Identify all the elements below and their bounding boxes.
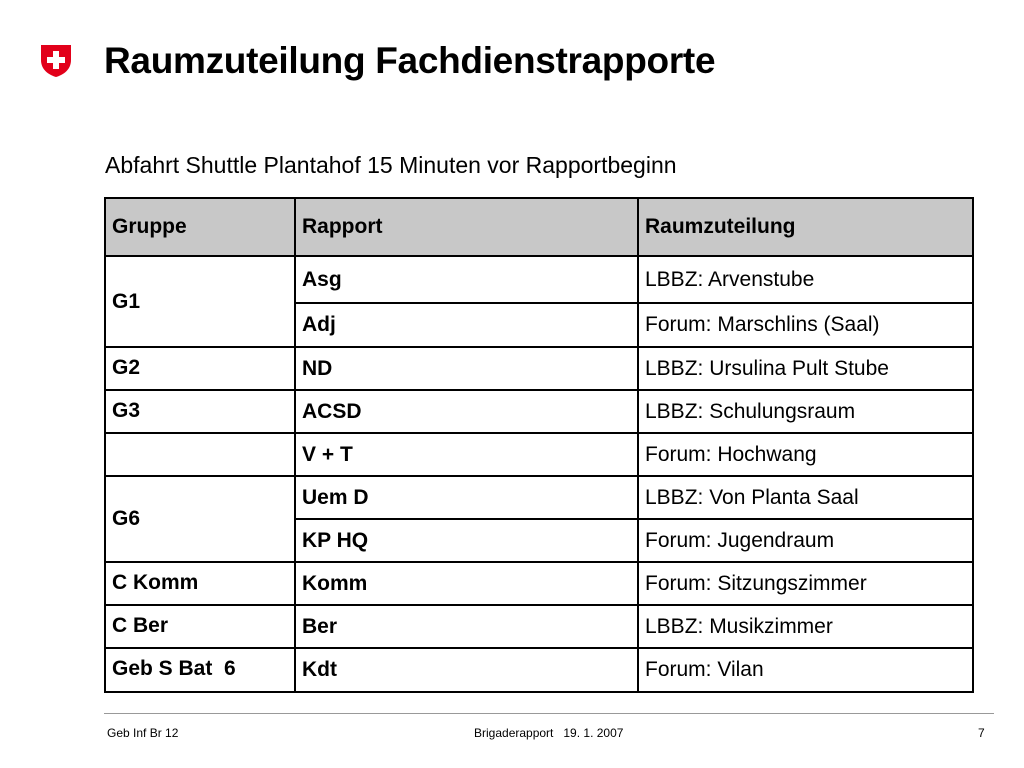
report-cell: Asg	[295, 256, 638, 303]
group-cell: C Komm	[105, 562, 295, 605]
group-cell: G1	[105, 256, 295, 347]
table-row	[105, 256, 973, 303]
group-cell: Geb S Bat 6	[105, 648, 295, 692]
room-cell: LBBZ: Ursulina Pult Stube	[638, 347, 973, 390]
table-row	[105, 433, 973, 476]
report-cell: Uem D	[295, 476, 638, 519]
group-cell	[105, 433, 295, 476]
table-row	[105, 476, 973, 519]
footer-divider	[104, 713, 994, 714]
table-row	[105, 347, 973, 390]
footer-organization: Geb Inf Br 12	[107, 726, 179, 740]
report-cell: Adj	[295, 303, 638, 347]
table-row	[105, 605, 973, 648]
report-cell: Kdt	[295, 648, 638, 692]
room-cell: Forum: Vilan	[638, 648, 973, 692]
room-cell: Forum: Marschlins (Saal)	[638, 303, 973, 347]
group-cell: C Ber	[105, 605, 295, 648]
group-cell: G6	[105, 476, 295, 562]
room-cell: LBBZ: Von Planta Saal	[638, 476, 973, 519]
report-cell: Ber	[295, 605, 638, 648]
column-header-raumzuteilung: Raumzuteilung	[638, 198, 973, 256]
subtitle: Abfahrt Shuttle Plantahof 15 Minuten vor Rapportbeginn	[105, 152, 677, 178]
column-header-gruppe: Gruppe	[105, 198, 295, 256]
report-cell: KP HQ	[295, 519, 638, 562]
column-header-rapport: Rapport	[295, 198, 638, 256]
report-cell: Komm	[295, 562, 638, 605]
group-cell: G3	[105, 390, 295, 433]
report-cell: V + T	[295, 433, 638, 476]
room-cell: LBBZ: Musikzimmer	[638, 605, 973, 648]
room-cell: LBBZ: Schulungsraum	[638, 390, 973, 433]
room-cell: LBBZ: Arvenstube	[638, 256, 973, 303]
table-row	[105, 562, 973, 605]
footer-event-date: Brigaderapport 19. 1. 2007	[474, 726, 624, 740]
room-cell: Forum: Hochwang	[638, 433, 973, 476]
swiss-cross-logo-icon	[40, 44, 72, 78]
room-allocation-table	[104, 197, 974, 693]
group-cell: G2	[105, 347, 295, 390]
report-cell: ND	[295, 347, 638, 390]
page-number: 7	[978, 726, 985, 740]
report-cell: ACSD	[295, 390, 638, 433]
table-header-row	[105, 198, 973, 256]
page-title: Raumzuteilung Fachdienstrapporte	[104, 40, 716, 81]
table-row	[105, 390, 973, 433]
room-cell: Forum: Sitzungszimmer	[638, 562, 973, 605]
table-row	[105, 648, 973, 692]
room-cell: Forum: Jugendraum	[638, 519, 973, 562]
